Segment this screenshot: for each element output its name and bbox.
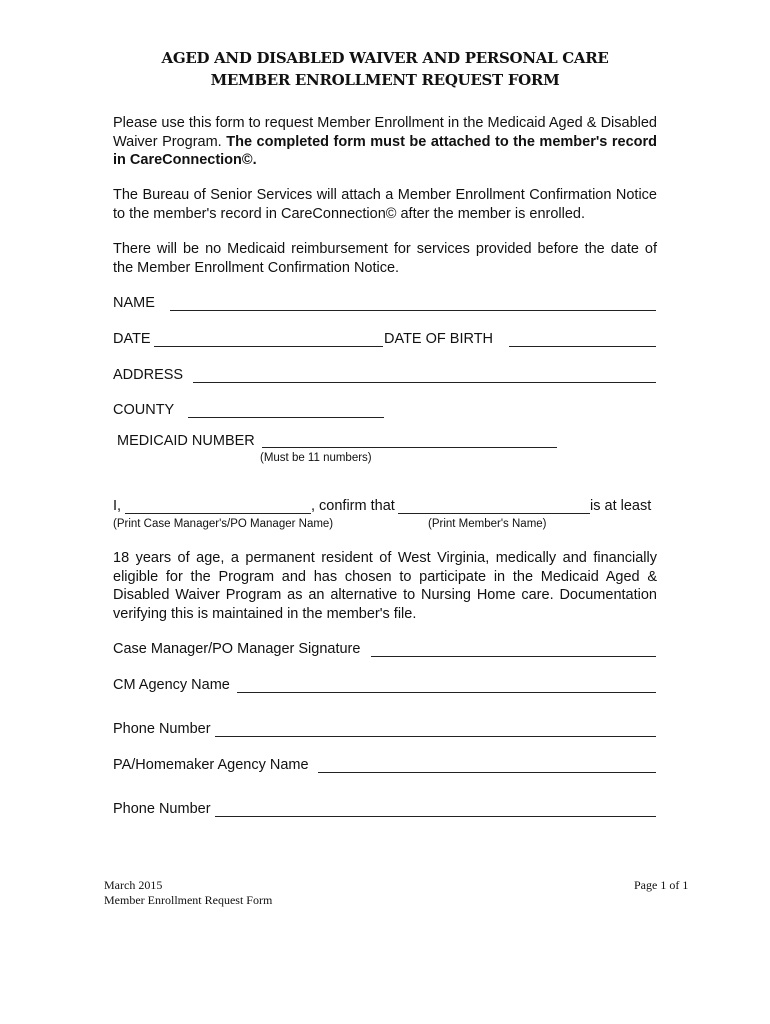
pa-agency-field[interactable]	[318, 772, 656, 773]
instructions-bold-text: The completed form must be attached to the member's record in CareConnection©.	[113, 133, 657, 168]
confirmation-middle: , confirm that	[311, 498, 395, 514]
page-number: Page 1 of 1	[634, 878, 689, 892]
date-field[interactable]	[154, 346, 383, 347]
address-label: ADDRESS	[113, 367, 184, 383]
phone-number-label-1: Phone Number	[113, 721, 211, 737]
member-name-field[interactable]	[398, 513, 590, 514]
dob-field[interactable]	[509, 346, 656, 347]
county-label: COUNTY	[113, 402, 175, 418]
case-manager-name-field[interactable]	[125, 513, 311, 514]
reimbursement-paragraph: There will be no Medicaid reimbursement for services provided before the date of the Member Enrollment Confirmation Notice.	[113, 241, 657, 276]
eligibility-paragraph: 18 years of age, a permanent resident of West Virginia, medically and financially eligible for the Program and has chosen to participate in the Medicaid Aged & Disabled Waiver Program as an alternative to Nursing Home care. Documentation verifying this is maintained in the member's file.	[113, 550, 657, 622]
instructions-paragraph	[113, 114, 657, 170]
phone-number-field-2[interactable]	[215, 816, 656, 817]
medicaid-number-field[interactable]	[262, 447, 557, 448]
county-field[interactable]	[188, 417, 384, 418]
cm-agency-label: CM Agency Name	[113, 677, 230, 693]
medicaid-number-label: MEDICAID NUMBER	[117, 433, 255, 449]
instructions-text: Please use this form to request Member Enrollment in the Medicaid Aged & Disabled Waiver Program.	[113, 115, 657, 150]
name-field[interactable]	[170, 310, 656, 311]
phone-number-field-1[interactable]	[215, 736, 656, 737]
date-label: DATE	[113, 331, 151, 347]
bureau-notice-paragraph: The Bureau of Senior Services will attach a Member Enrollment Confirmation Notice to the member's record in CareConnection© after the member is enrolled.	[113, 187, 657, 222]
footer-date: March 2015	[104, 878, 163, 892]
case-manager-name-caption: (Print Case Manager's/PO Manager Name)	[113, 518, 334, 530]
confirmation-suffix: is at least	[590, 498, 652, 514]
signature-label: Case Manager/PO Manager Signature	[113, 641, 361, 657]
pa-agency-label: PA/Homemaker Agency Name	[113, 757, 309, 773]
name-label: NAME	[113, 295, 155, 311]
medicaid-number-note: (Must be 11 numbers)	[260, 452, 372, 464]
form-title-line-2: MEMBER ENROLLMENT REQUEST FORM	[210, 71, 560, 89]
confirmation-prefix: I,	[113, 498, 122, 514]
footer-form-name: Member Enrollment Request Form	[104, 893, 273, 907]
address-field[interactable]	[193, 382, 656, 383]
phone-number-label-2: Phone Number	[113, 801, 211, 817]
signature-field[interactable]	[371, 656, 656, 657]
member-name-caption: (Print Member's Name)	[428, 518, 547, 530]
dob-label: DATE OF BIRTH	[384, 331, 494, 347]
form-title-line-1: AGED AND DISABLED WAIVER AND PERSONAL CARE	[161, 49, 609, 67]
cm-agency-field[interactable]	[237, 692, 656, 693]
